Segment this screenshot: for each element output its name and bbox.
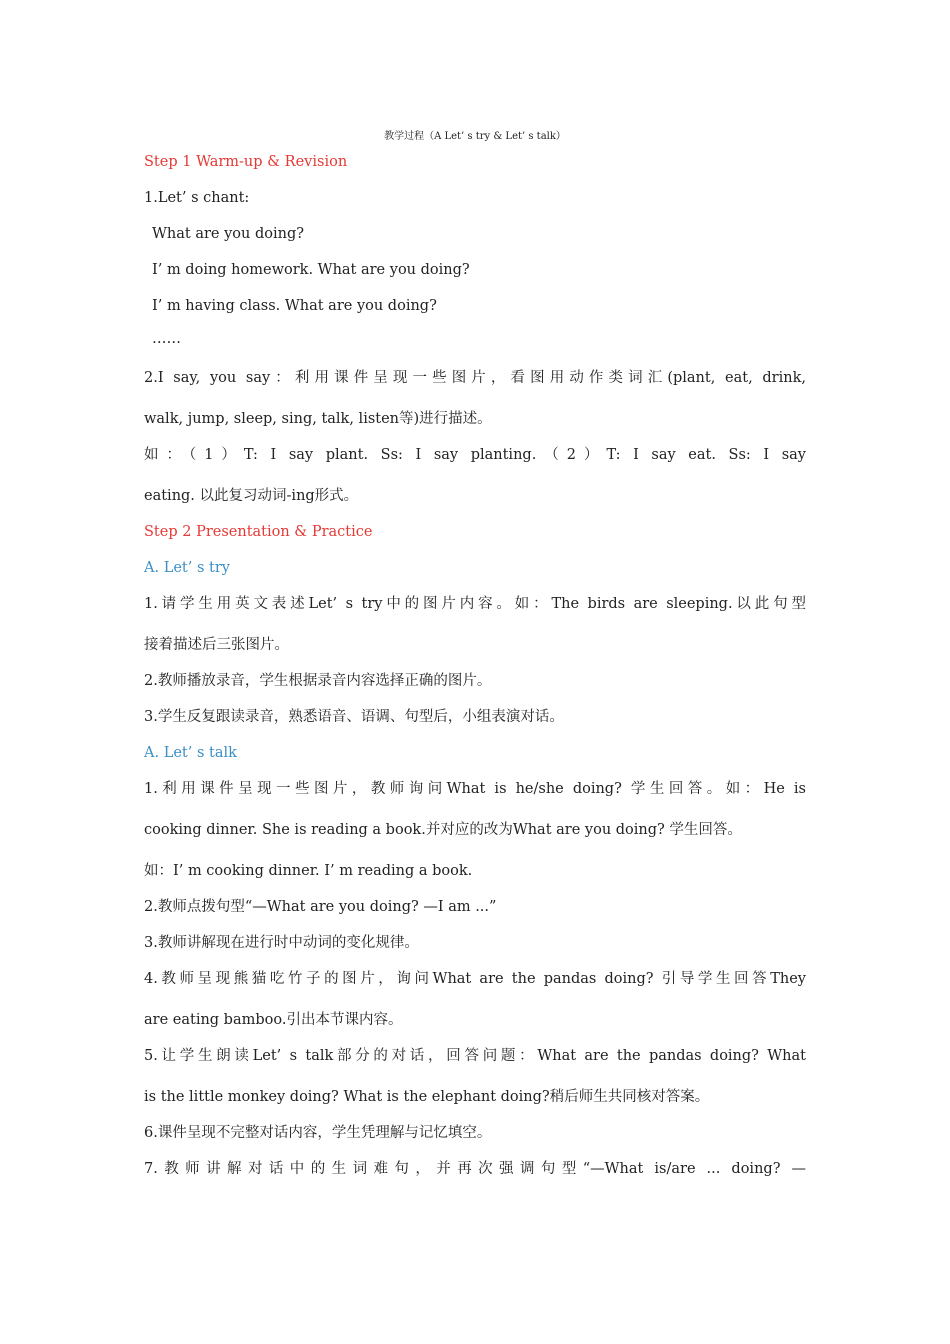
talk-item2: 2.教师点拨句型“—What are you doing? —I am ...” [144,899,497,915]
talk-item7: 7.教师讲解对话中的生词难句，并再次强调句型“—What is/are ... doing? — [144,1161,806,1177]
step1-example-line1: 如：（1）T: I say plant. Ss: I say planting.（2）T: I say eat. Ss: I say [144,447,806,463]
try-item3: 3.学生反复跟读录音，熟悉语音、语调、句型后，小组表演对话。 [144,709,564,725]
chant-line: What are you doing? [152,226,305,242]
step2-heading: Step 2 Presentation & Practice [144,524,373,540]
talk-item1-line3: 如：I’ m cooking dinner. I’ m reading a book. [144,863,473,879]
talk-item1-line2: cooking dinner. She is reading a book.并对应的改为What are you doing? 学生回答。 [144,822,742,838]
try-item1-line1: 1.请学生用英文表述Let’ s try中的图片内容。如：The birds are sleeping.以此句型 [144,596,806,612]
step1-example-line2: eating. 以此复习动词-ing形式。 [144,488,359,504]
talk-item1-line1: 1.利用课件呈现一些图片，教师询问What is he/she doing? 学生回答。如：He is [144,781,806,797]
lets-try-heading: A. Let’ s try [144,560,230,576]
document-title: 教学过程（A Let’ s try & Let’ s talk） [384,131,566,142]
talk-item5-line1: 5.让学生朗读Let’ s talk部分的对话，回答问题：What are the pandas doing? What [144,1048,806,1064]
try-item2: 2.教师播放录音，学生根据录音内容选择正确的图片。 [144,673,492,689]
talk-item5-line2: is the little monkey doing? What is the elephant doing?稍后师生共同核对答案。 [144,1089,710,1105]
talk-item6: 6.课件呈现不完整对话内容，学生凭理解与记忆填空。 [144,1125,492,1141]
chant-line: I’ m having class. What are you doing? [152,298,437,314]
step1-heading: Step 1 Warm-up & Revision [144,154,348,170]
step1-item2-line1: 2.I say, you say：利用课件呈现一些图片，看图用动作类词汇(plant, eat, drink, [144,370,806,386]
chant-line: I’ m doing homework. What are you doing? [152,262,470,278]
lets-talk-heading: A. Let’ s talk [144,745,237,761]
talk-item4-line1: 4.教师呈现熊猫吃竹子的图片，询问What are the pandas doing? 引导学生回答They [144,971,806,987]
chant-label: 1.Let’ s chant: [144,190,250,206]
talk-item4-line2: are eating bamboo.引出本节课内容。 [144,1012,403,1028]
step1-item2-line2: walk, jump, sleep, sing, talk, listen等)进行描述。 [144,411,492,427]
try-item1-line2: 接着描述后三张图片。 [144,637,289,653]
chant-ellipsis: …… [152,331,181,347]
talk-item3: 3.教师讲解现在进行时中动词的变化规律。 [144,935,419,951]
